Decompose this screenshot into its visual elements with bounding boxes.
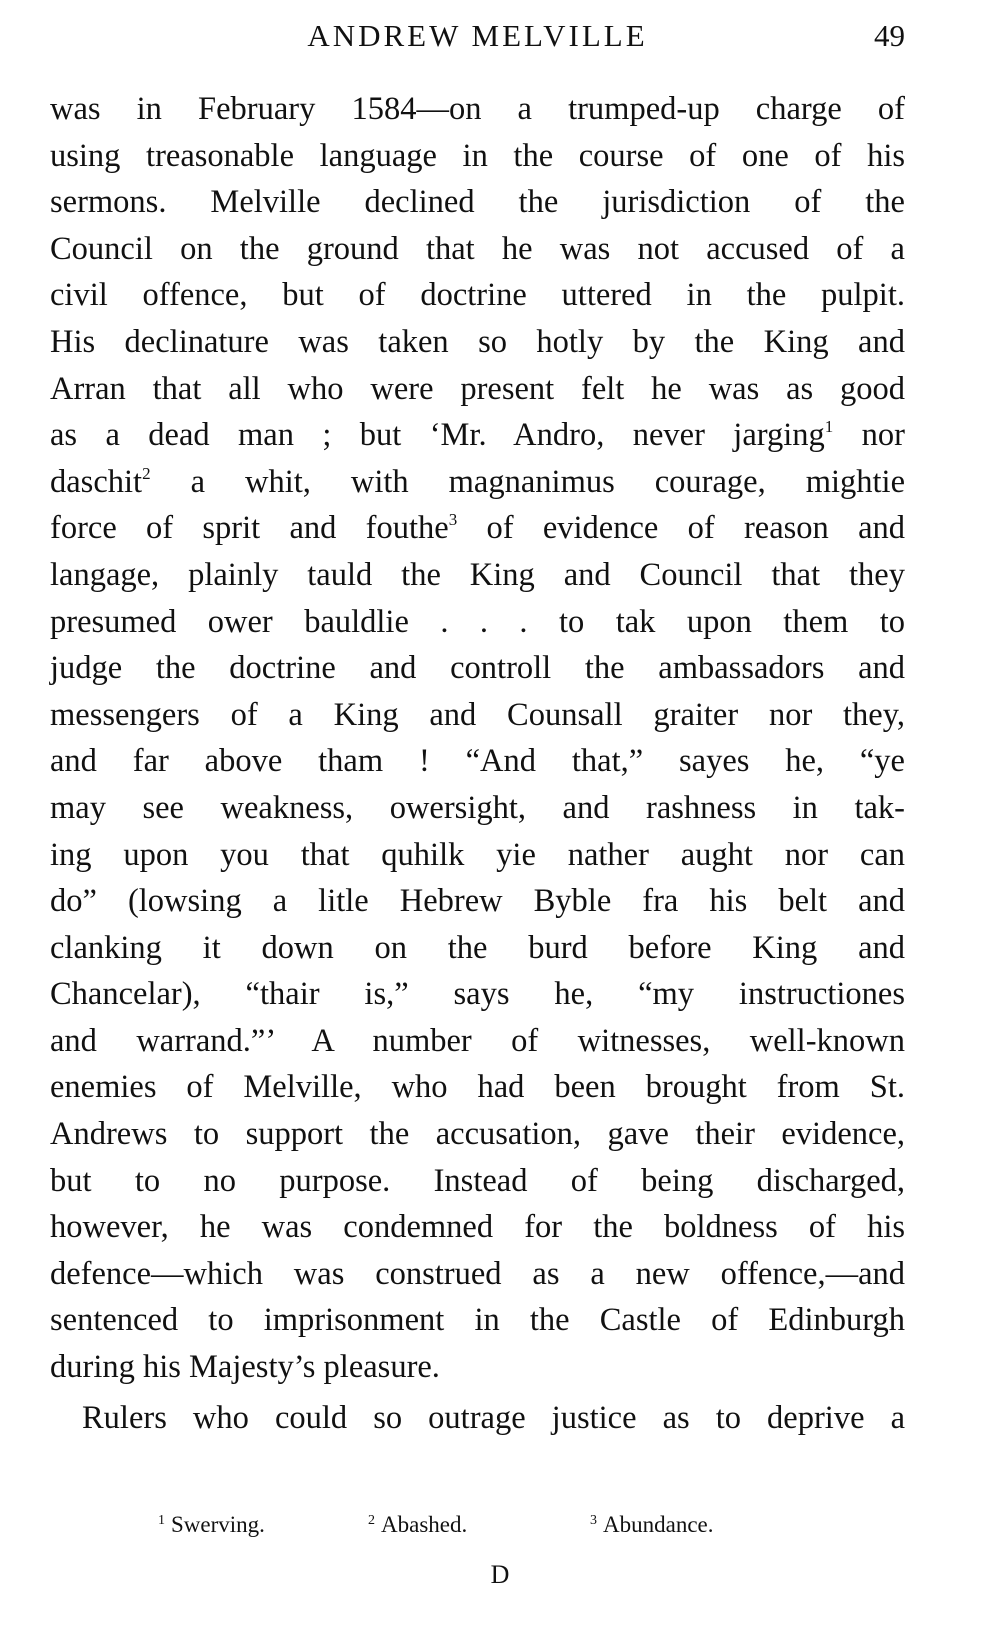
text-segment: a whit, with magnanimus courage, mightie [190, 463, 905, 500]
text-line [50, 412, 905, 459]
text-line: however, he was condemned for the boldness of his [50, 1209, 905, 1246]
text-segment: force of sprit and fouthe [50, 510, 449, 547]
footnote-2 [368, 1512, 467, 1538]
text-line [50, 505, 905, 552]
text-line: His declinature was taken so hotly by the King and [50, 323, 905, 360]
text-line: langage, plainly tauld the King and Council that they [50, 556, 905, 593]
text-line: using treasonable language in the course of one of his [50, 137, 905, 174]
text-line: ing upon you that quhilk yie nather aught nor can [50, 836, 905, 873]
text-line: and far above tham ! “And that,” sayes he, “ye [50, 743, 905, 780]
signature-mark: D [490, 1560, 510, 1589]
text-line: civil offence, but of doctrine uttered in the pulpit. [50, 277, 905, 314]
text-line: defence—which was construed as a new offence,—and [50, 1255, 905, 1292]
text-line: messengers of a King and Counsall graiter nor they, [50, 696, 905, 733]
text-line: enemies of Melville, who had been brought from St. [50, 1069, 905, 1106]
text-line: Arran that all who were present felt he was as good [50, 370, 905, 407]
running-title: ANDREW MELVILLE [307, 18, 648, 53]
footnote-3 [590, 1512, 714, 1538]
text-line [50, 459, 905, 506]
text-line: sermons. Melville declined the jurisdiction of the [50, 184, 905, 221]
text-line: clanking it down on the burd before King and [50, 929, 905, 966]
footnote-marker-2: 2 [142, 463, 151, 483]
text-line: was in February 1584—on a trumped-up charge of [50, 91, 905, 127]
text-line: and warrand.”’ A number of witnesses, well-known [50, 1022, 905, 1059]
page-header [50, 18, 905, 62]
text-segment: nor [861, 417, 905, 454]
text-line: but to no purpose. Instead of being discharged, [50, 1162, 905, 1199]
text-line: judge the doctrine and controll the ambassadors and [50, 650, 905, 687]
text-segment: of evidence of reason and [486, 510, 906, 547]
text-line: sentenced to imprisonment in the Castle of Edinburgh [50, 1302, 905, 1339]
text-line: Chancelar), “thair is,” says he, “my instructiones [50, 976, 905, 1013]
text-segment: daschit [50, 463, 143, 500]
text-line: may see weakness, owersight, and rashness in tak- [50, 789, 905, 826]
page-number: 49 [874, 18, 905, 53]
footnote-mark: 2 [368, 1513, 375, 1528]
footnote-text: Swerving. [171, 1512, 265, 1537]
footnote-mark: 1 [158, 1513, 165, 1528]
footnote-marker-3: 3 [448, 510, 458, 530]
text-line: Andrews to support the accusation, gave their evidence, [50, 1116, 905, 1153]
text-line: during his Majesty’s pleasure. [50, 1349, 440, 1386]
text-segment: as a dead man ; but ‘Mr. Andro, never jarging [50, 417, 825, 454]
text-line: do” (lowsing a litle Hebrew Byble fra his belt and [50, 883, 905, 920]
footnote-mark: 3 [590, 1513, 597, 1528]
footnote-1 [158, 1512, 265, 1538]
body-text [50, 86, 905, 1441]
text-line: Rulers who could so outrage justice as to deprive a [82, 1399, 905, 1436]
text-line: presumed ower bauldlie . . . to tak upon them to [50, 603, 905, 640]
footnote-text: Abundance. [603, 1512, 714, 1537]
footnote-text: Abashed. [381, 1512, 468, 1537]
text-line: Council on the ground that he was not accused of a [50, 230, 905, 267]
footnote-marker-1: 1 [824, 417, 834, 437]
